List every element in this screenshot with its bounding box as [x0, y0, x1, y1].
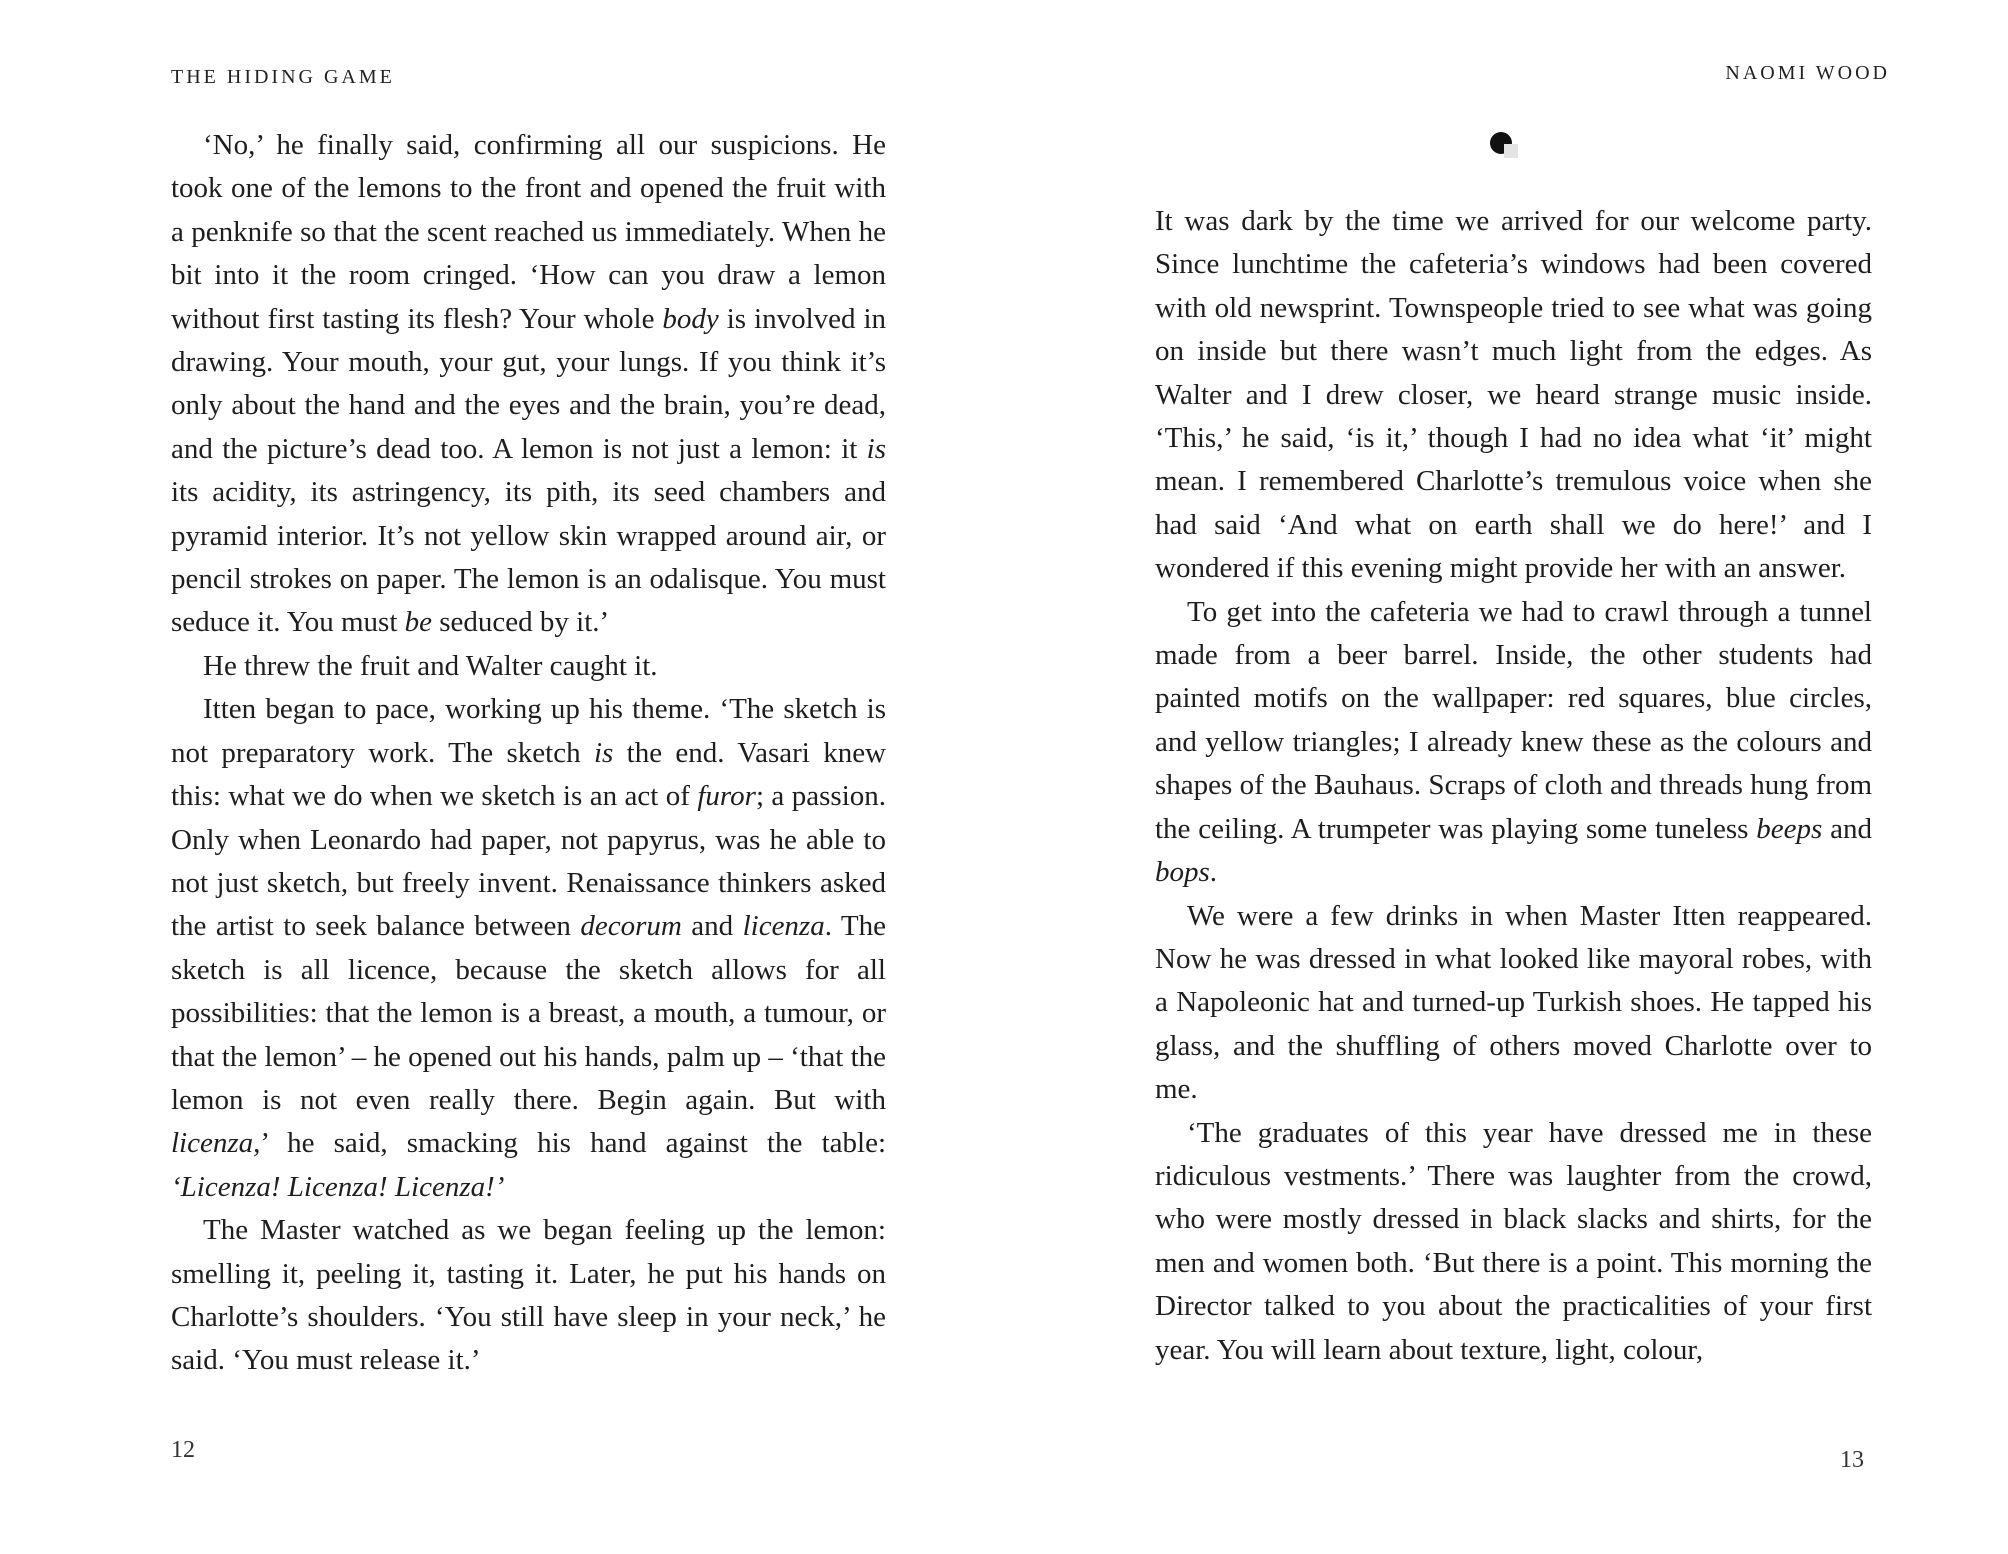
italic-text: decorum [580, 910, 682, 943]
paragraph [1155, 1112, 1872, 1372]
body-text [171, 124, 886, 1383]
italic-text: bops [1155, 856, 1210, 889]
text-run: The Master watched as we began feeling up the lemon: smelling it, peeling it, tasting it. Later, he put his hands on Charlotte’s shoulders. ‘You still have sleep in your neck,’ he said. ‘You must release it.’ [171, 1214, 886, 1377]
text-run: ; a passion. Only when Leonardo had paper, not papyrus, was he able to not just sketch, but freely invent. Renaissance thinkers asked the artist to seek balance between [171, 780, 886, 943]
italic-text: is [866, 432, 886, 465]
text-run: its acidity, its astringency, its pith, its seed chambers and pyramid interior. It’s not yellow skin wrapped around air, or pencil strokes on paper. The lemon is an odalisque. You must seduce it. You must [171, 476, 886, 639]
italic-text: licenza [171, 1127, 254, 1160]
text-run: It was dark by the time we arrived for our welcome party. Since lunchtime the cafeteria’s windows had been covered with old newsprint. Townspeople tried to see what was going on inside but there wasn’t much light from the edges. As Walter and I drew closer, we heard strange music inside. ‘This,’ he said, ‘is it,’ though I had no idea what ‘it’ might mean. I remembered Charlotte’s tremulous voice when she had said ‘And what on earth shall we do here!’ and I wondered if this evening might provide her with an answer. [1155, 205, 1872, 585]
text-run: and [681, 910, 743, 943]
italic-text: licenza [742, 910, 825, 943]
text-run: is involved in drawing. Your mouth, your gut, your lungs. If you think it’s only about the hand and the eyes and the brain, you’re dead, and the picture’s dead too. A lemon is not just a lemon: it [171, 302, 886, 465]
paragraph [171, 688, 886, 1209]
text-run: ‘The graduates of this year have dressed me in these ridiculous vestments.’ There was laughter from the crowd, who were mostly dressed in black slacks and shirts, for the men and women both. ‘But there is a point. This morning the Director talked to you about the practicalities of your first year. You will learn about texture, light, colour, [1155, 1116, 1872, 1366]
page-number: 12 [171, 1437, 195, 1463]
text-run: He threw the fruit and Walter caught it. [203, 649, 658, 682]
paragraph [171, 124, 886, 645]
paragraph [1155, 591, 1872, 895]
italic-text: ‘Licenza! Licenza! Licenza!’ [171, 1170, 505, 1203]
text-run: We were a few drinks in when Master Itten reappeared. Now he was dressed in what looked like mayoral robes, with a Napoleonic hat and turned-up Turkish shoes. He tapped his glass, and the shuffling of others moved Charlotte over to me. [1155, 899, 1872, 1106]
running-head-author: NAOMI WOOD [1725, 62, 1890, 84]
text-run: seduced by it.’ [432, 606, 610, 639]
text-run: and [1822, 812, 1872, 845]
body-text [1155, 200, 1872, 1372]
paragraph [1155, 200, 1872, 591]
italic-text: body [662, 302, 719, 335]
italic-text: furor [697, 780, 756, 813]
text-run: . [1209, 856, 1218, 889]
italic-text: be [404, 606, 433, 639]
paragraph [171, 1209, 886, 1383]
right-page [1004, 0, 2008, 1554]
italic-text: beeps [1756, 812, 1823, 845]
text-run: the end. Vasari knew this: what we do when we sketch is an act of [171, 736, 887, 813]
text-run: Itten began to pace, working up his theme. ‘The sketch is not preparatory work. The sketch [171, 693, 886, 769]
paragraph [171, 645, 886, 688]
page-number: 13 [1840, 1447, 1864, 1473]
running-head-book-title: THE HIDING GAME [171, 66, 395, 88]
italic-text: is [593, 736, 614, 769]
text-run: . The sketch is all licence, because the sketch allows for all possibilities: that the lemon is a breast, a mouth, a tumour, or that the lemon’ – he opened out his hands, palm up – ‘that the lemon is not even really there. Begin again. But with [171, 910, 886, 1116]
text-run: ,’ he said, smacking his hand against the table: [253, 1127, 886, 1160]
section-break-smudge [1504, 144, 1518, 158]
paragraph [1155, 895, 1872, 1112]
text-run: To get into the cafeteria we had to crawl through a tunnel made from a beer barrel. Inside, the other students had painted motifs on the wallpaper: red squares, blue circles, and yellow triangles; I already knew these as the colours and shapes of the Bauhaus. Scraps of cloth and threads hung from the ceiling. A trumpeter was playing some tuneless [1155, 595, 1872, 845]
text-run: ‘No,’ he finally said, confirming all our suspicions. He took one of the lemons to the front and opened the fruit with a penknife so that the scent reached us immediately. When he bit into it the room cringed. ‘How can you draw a lemon without first tasting its flesh? Your whole [171, 129, 886, 335]
